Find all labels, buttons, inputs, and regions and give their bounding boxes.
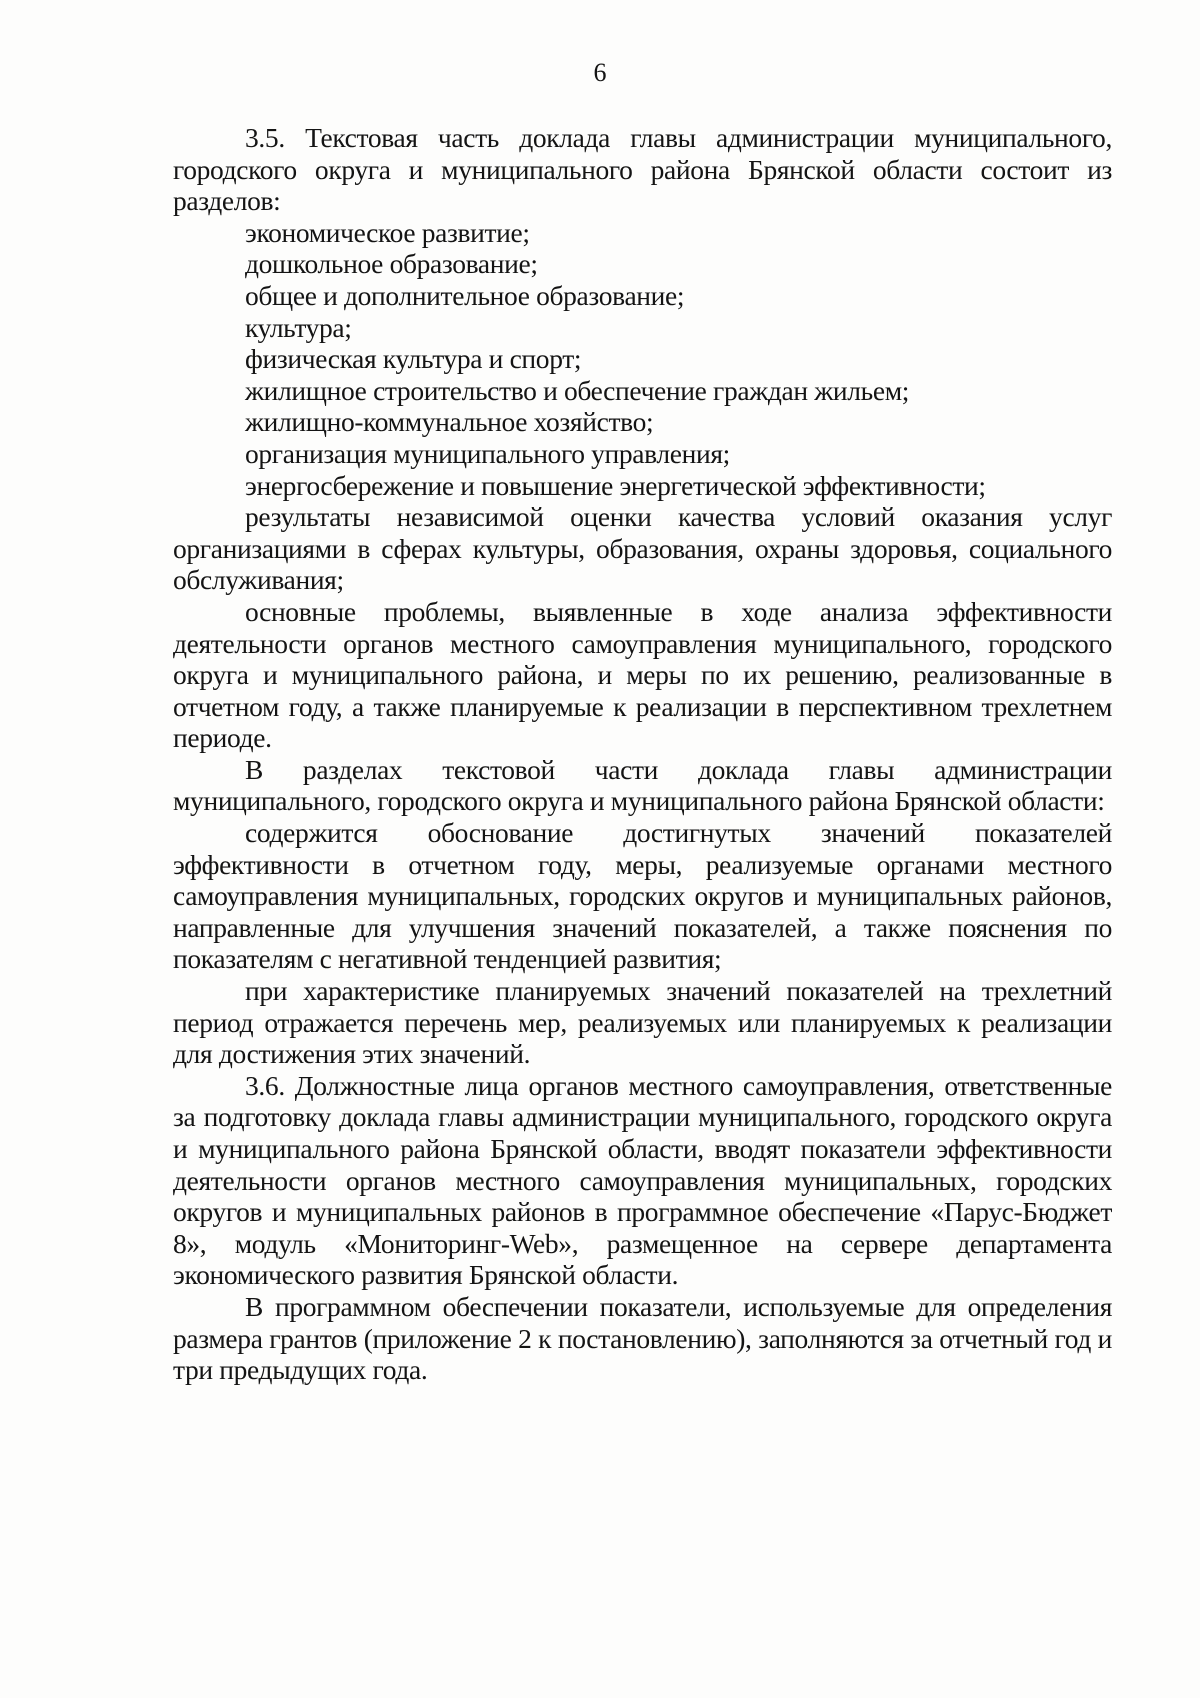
list-item: энергосбережение и повышение энергетической эффективности; bbox=[245, 469, 986, 501]
list-item: дошкольное образование; bbox=[245, 248, 538, 280]
paragraph-justification: содержится обоснование достигнутых значений показателей эффективности в отчетном году, меры, реализуемые органами местного самоуправления муниципальных, городских округов и муниципальных районов, направленные для улучшения значений показателей, а также пояснения по показателям с негативной тенденцией развития; bbox=[173, 817, 1112, 975]
page-number: 6 bbox=[593, 58, 607, 87]
paragraph-software: В программном обеспечении показатели, используемые для определения размера грантов (приложение 2 к постановлению), заполняются за отчетный год и три предыдущих года. bbox=[173, 1290, 1112, 1386]
list-item: физическая культура и спорт; bbox=[245, 343, 582, 375]
list-item: культура; bbox=[245, 311, 352, 343]
document-body bbox=[173, 122, 1112, 1386]
list-item: экономическое развитие; bbox=[245, 216, 530, 248]
list-item: общее и дополнительное образование; bbox=[245, 279, 685, 311]
paragraph-problems: основные проблемы, выявленные в ходе анализа эффективности деятельности органов местного самоуправления муниципального, городского округа и муниципального района, и меры по их решению, реализованные в отчетном году, а также планируемые к реализации в перспективном трехлетнем периоде. bbox=[173, 595, 1112, 754]
list-item: жилищно-коммунальное хозяйство; bbox=[245, 406, 654, 438]
paragraph-sections-intro: В разделах текстовой части доклада главы администрации муниципального, городского округа и муниципального района Брянской области: bbox=[173, 753, 1112, 817]
paragraph-planned-values: при характеристике планируемых значений показателей на трехлетний период отражается перечень мер, реализуемых или планируемых к реализации для достижения этих значений. bbox=[173, 975, 1112, 1070]
paragraph-3-6: 3.6. Должностные лица органов местного самоуправления, ответственные за подготовку доклада главы администрации муниципального, городского округа и муниципального района Брянской области, вводят показатели эффективности деятельности органов местного самоуправления муниципальных, городских округов и муниципальных районов в программное обеспечение «Парус-Бюджет 8», модуль «Мониторинг-Web», размещенное на сервере департамента экономического развития Брянской области. bbox=[173, 1069, 1112, 1291]
sections-list bbox=[173, 217, 1112, 501]
paragraph-3-5: 3.5. Текстовая часть доклада главы администрации муниципального, городского округа и муниципального района Брянской области состоит из разделов: bbox=[173, 122, 1112, 217]
list-item: жилищное строительство и обеспечение граждан жильем; bbox=[245, 374, 910, 406]
paragraph-results: результаты независимой оценки качества условий оказания услуг организациями в сферах культуры, образования, охраны здоровья, социального обслуживания; bbox=[173, 501, 1112, 596]
list-item: организация муниципального управления; bbox=[245, 437, 730, 469]
